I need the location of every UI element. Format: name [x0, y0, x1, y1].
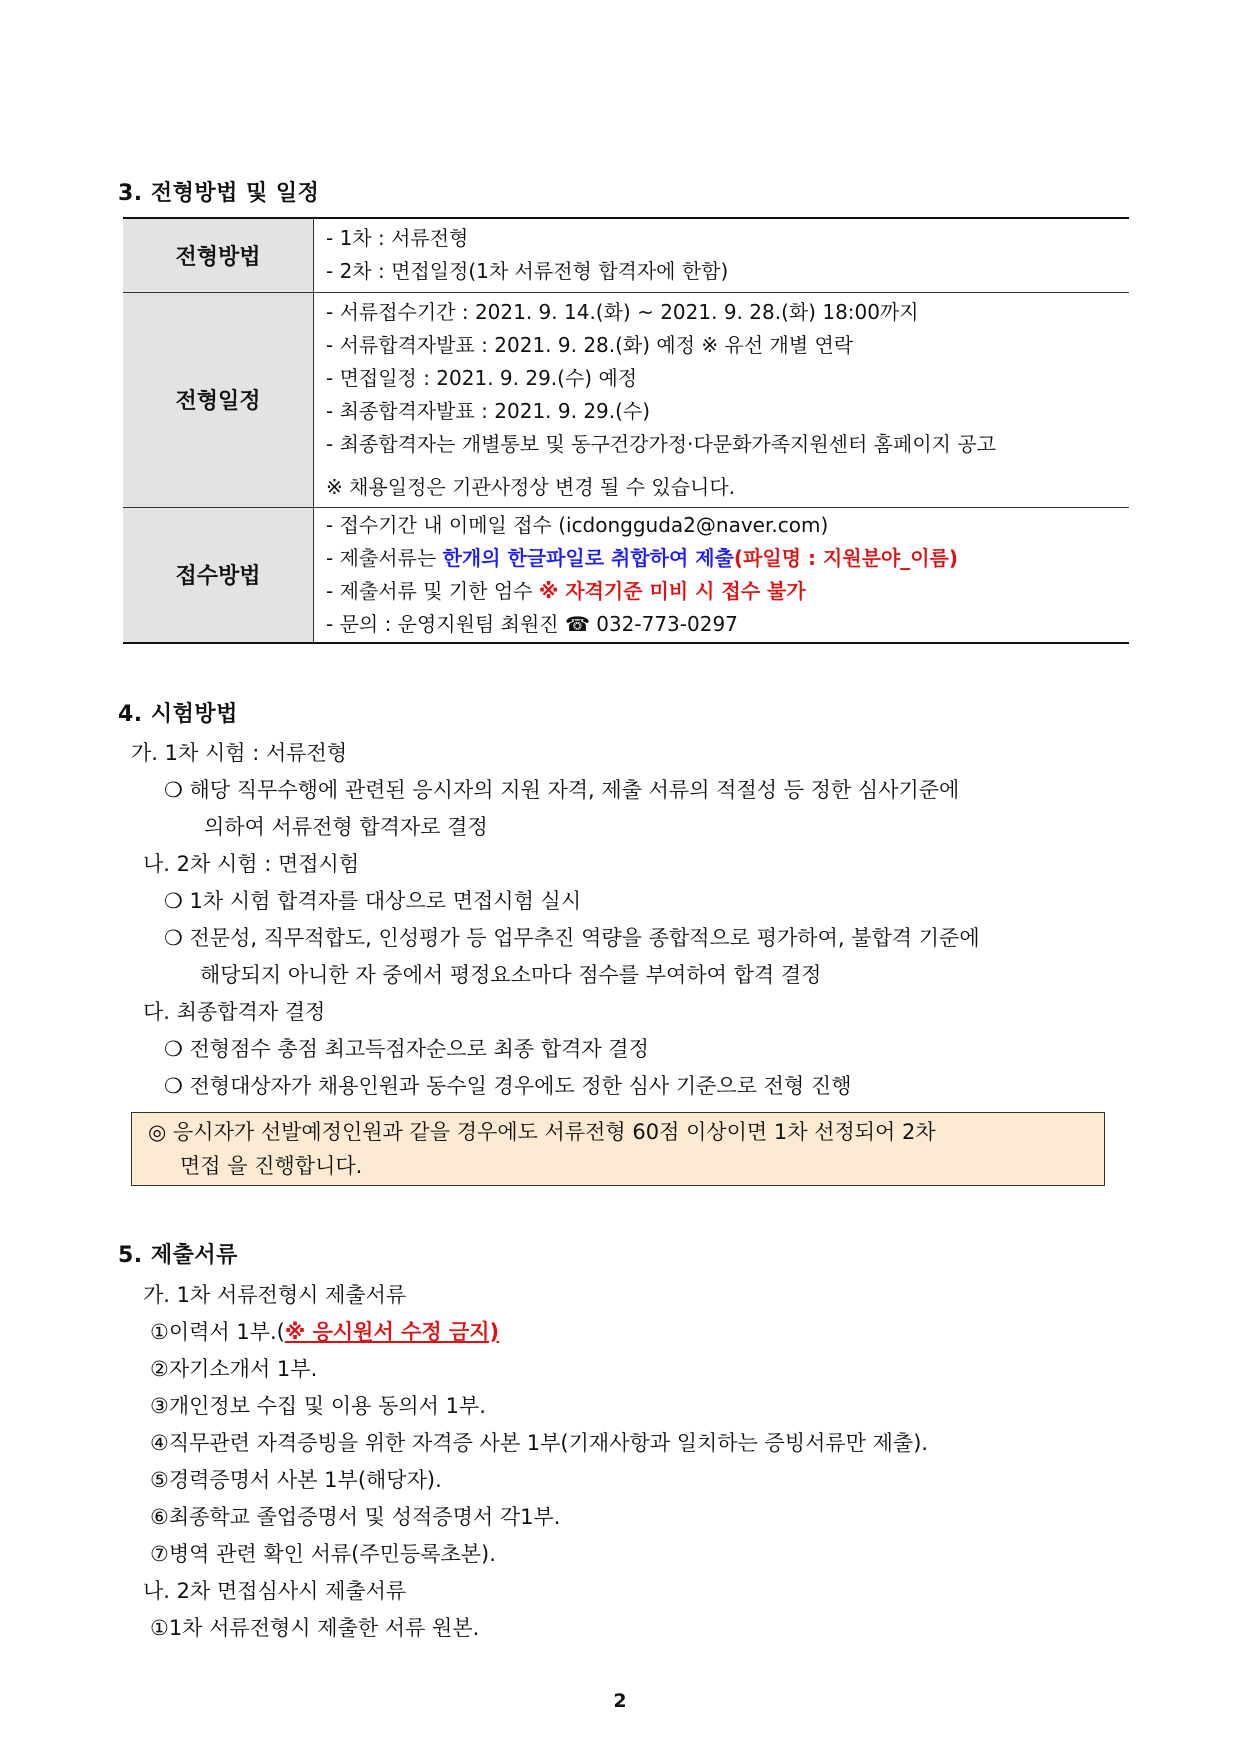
docs-item: ⑥최종학교 졸업증명서 및 성적증명서 각1부.: [150, 1505, 561, 1529]
application-line-3: - 제출서류 및 기한 엄수 ※ 자격기준 미비 시 접수 불가: [326, 578, 806, 603]
docs-sub-a: 가. 1차 서류전형시 제출서류: [143, 1283, 407, 1307]
docs-item: ③개인정보 수집 및 이용 동의서 1부.: [150, 1394, 486, 1418]
docs-item: ⑦병역 관련 확인 서류(주민등록초본).: [150, 1542, 496, 1566]
notice-box: [131, 1112, 1105, 1186]
row-label-application: 접수방법: [123, 507, 314, 643]
docs-item: ①1차 서류전형시 제출한 서류 원본.: [150, 1616, 480, 1640]
exam-sub-a: 가. 1차 시험 : 서류전형: [131, 741, 348, 765]
row-value-method: [314, 218, 1130, 292]
docs-item-1: ①이력서 1부.(※ 응시원서 수정 금지): [150, 1320, 500, 1344]
exam-item: ❍ 전형점수 총점 최고득점자순으로 최종 합격자 결정: [164, 1037, 649, 1061]
table-row: [123, 292, 1129, 507]
schedule-table: [123, 217, 1129, 644]
schedule-note: ※ 채용일정은 기관사정상 변경 될 수 있습니다.: [326, 474, 736, 499]
application-line-1: - 접수기간 내 이메일 접수 (icdongguda2@naver.com): [326, 512, 829, 537]
exam-item-cont: 의하여 서류전형 합격자로 결정: [204, 815, 488, 839]
notice-line-2: 면접 을 진행합니다.: [180, 1154, 363, 1178]
method-line-1: - 1차 : 서류전형: [326, 226, 469, 251]
exam-item-cont: 해당되지 아니한 자 중에서 평정요소마다 점수를 부여하여 합격 결정: [200, 963, 822, 987]
docs-item: ④직무관련 자격증빙을 위한 자격증 사본 1부(기재사항과 일치하는 증빙서류만 제출).: [150, 1431, 929, 1455]
row-value-application: [314, 507, 1130, 643]
application-line-4: - 문의 : 운영지원팀 최원진 ☎ 032-773-0297: [326, 611, 738, 636]
docs-sub-b: 나. 2차 면접심사시 제출서류: [143, 1579, 407, 1603]
page-number: 2: [613, 1690, 627, 1712]
exam-item: ❍ 해당 직무수행에 관련된 응시자의 지원 자격, 제출 서류의 적절성 등 정한 심사기준에: [164, 778, 960, 802]
application-line-2: - 제출서류는 한개의 한글파일로 취합하여 제출(파일명 : 지원분야_이름): [326, 545, 959, 570]
exam-item: ❍ 전문성, 직무적합도, 인성평가 등 업무추진 역량을 종합적으로 평가하여, 불합격 기준에: [164, 926, 980, 950]
exam-sub-c: 다. 최종합격자 결정: [143, 1000, 326, 1024]
exam-item: ❍ 전형대상자가 채용인원과 동수일 경우에도 정한 심사 기준으로 전형 진행: [164, 1074, 852, 1098]
docs-item: ②자기소개서 1부.: [150, 1357, 318, 1381]
row-value-schedule: [314, 292, 1130, 507]
section-3-title: 3. 전형방법 및 일정: [118, 181, 320, 206]
schedule-line-3: - 면접일정 : 2021. 9. 29.(수) 예정: [326, 365, 638, 390]
table-row: [123, 218, 1129, 292]
notice-line-1: ◎ 응시자가 선발예정인원과 같을 경우에도 서류전형 60점 이상이면 1차 선정되어 2차: [148, 1120, 936, 1144]
schedule-line-5: - 최종합격자는 개별통보 및 동구건강가정·다문화가족지원센터 홈페이지 공고: [326, 431, 996, 456]
schedule-line-4: - 최종합격자발표 : 2021. 9. 29.(수): [326, 398, 651, 423]
exam-item: ❍ 1차 시험 합격자를 대상으로 면접시험 실시: [164, 889, 582, 913]
method-line-2: - 2차 : 면접일정(1차 서류전형 합격자에 한함): [326, 259, 729, 284]
schedule-line-1: - 서류접수기간 : 2021. 9. 14.(화) ~ 2021. 9. 28.(화) 18:00까지: [326, 299, 919, 324]
schedule-line-2: - 서류합격자발표 : 2021. 9. 28.(화) 예정 ※ 유선 개별 연락: [326, 332, 854, 357]
docs-item: ⑤경력증명서 사본 1부(해당자).: [150, 1468, 442, 1492]
exam-sub-b: 나. 2차 시험 : 면접시험: [143, 852, 360, 876]
section-5-title: 5. 제출서류: [118, 1243, 238, 1268]
row-label-schedule: 전형일정: [123, 292, 314, 507]
row-label-method: 전형방법: [123, 218, 314, 292]
section-4-title: 4. 시험방법: [118, 702, 238, 727]
table-row: [123, 507, 1129, 643]
